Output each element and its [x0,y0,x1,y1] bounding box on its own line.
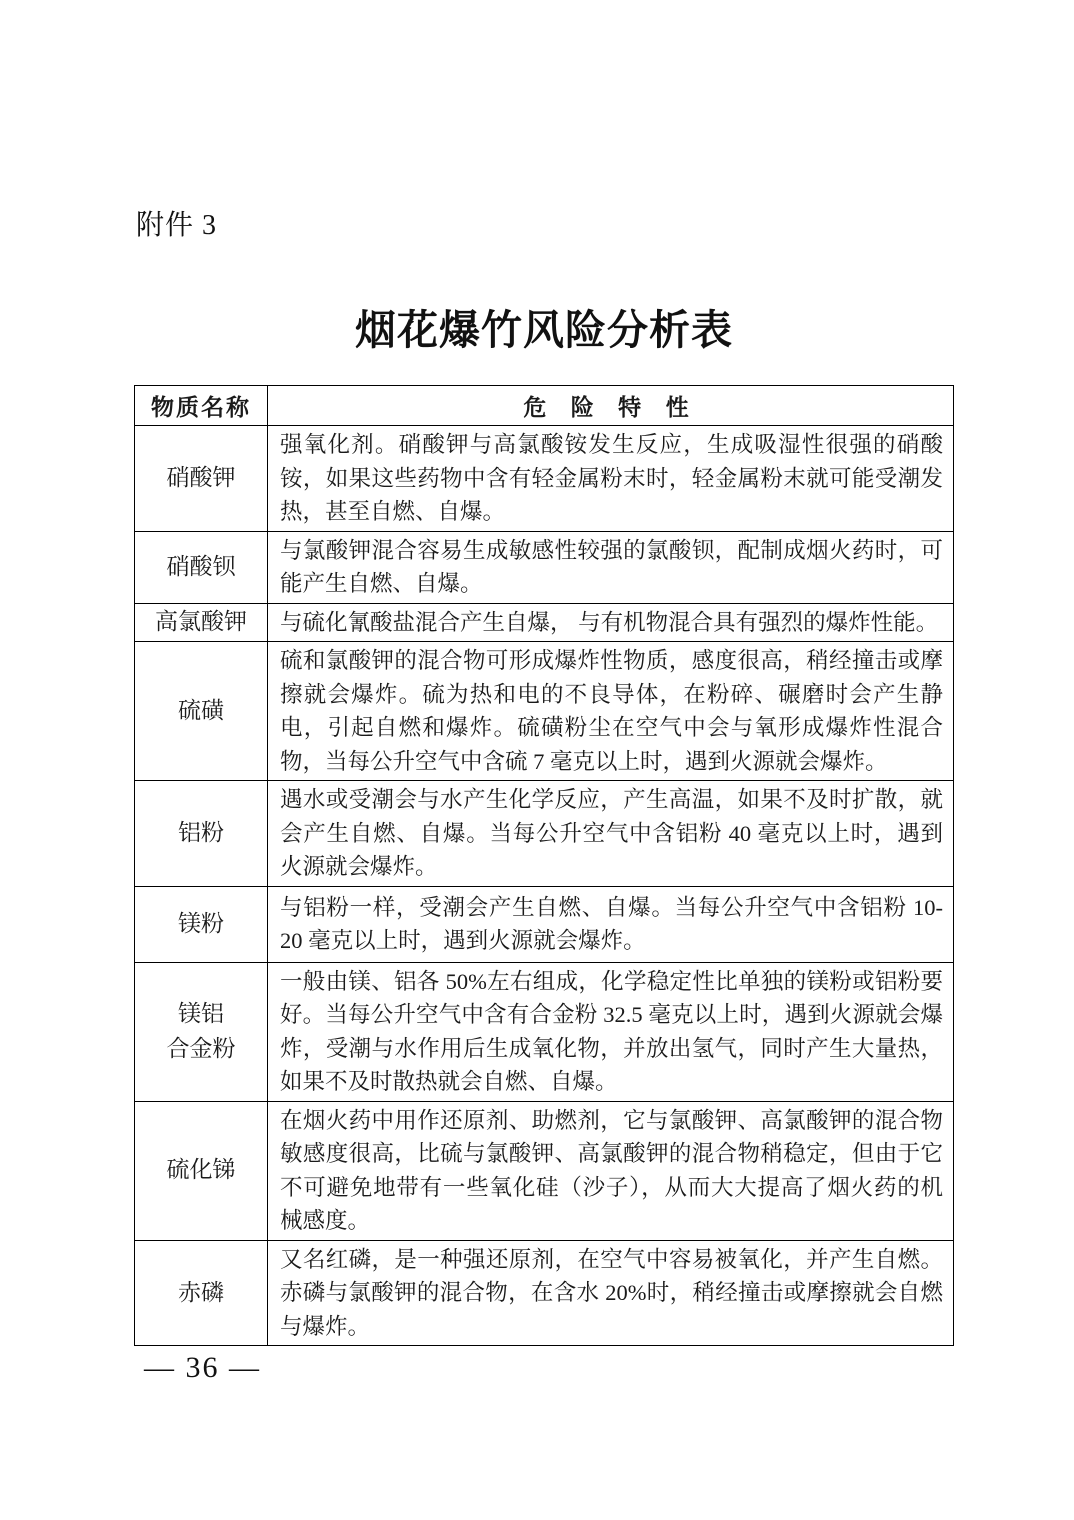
table-body [135,426,954,1346]
hazard-description-cell: 与铝粉一样，受潮会产生自燃、自爆。当每公升空气中含铝粉 10-20 毫克以上时，遇到火源就会爆炸。 [268,886,954,962]
hazard-description-cell: 与硫化氰酸盐混合产生自爆， 与有机物混合具有强烈的爆炸性能。 [268,603,954,642]
hazard-description-cell: 遇水或受潮会与水产生化学反应，产生高温，如果不及时扩散，就会产生自燃、自爆。当每公升空气中含铝粉 40 毫克以上时，遇到火源就会爆炸。 [268,781,954,887]
substance-name-cell: 硫化锑 [135,1101,268,1240]
substance-name-cell: 硝酸钡 [135,531,268,603]
risk-analysis-table [134,385,954,1346]
substance-name-cell: 镁粉 [135,886,268,962]
table-row [135,886,954,962]
substance-name-cell: 高氯酸钾 [135,603,268,642]
column-header-substance-name: 物质名称 [135,386,268,426]
hazard-description-cell: 在烟火药中用作还原剂、助燃剂，它与氯酸钾、高氯酸钾的混合物敏感度很高，比硫与氯酸钾、高氯酸钾的混合物稍稳定，但由于它不可避免地带有一些氧化硅（沙子），从而大大提高了烟火药的机械感度。 [268,1101,954,1240]
substance-name-cell: 铝粉 [135,781,268,887]
table-row [135,642,954,781]
substance-name-cell: 硝酸钾 [135,426,268,532]
table-row [135,426,954,532]
substance-name-cell: 镁铝 合金粉 [135,962,268,1101]
table-row [135,603,954,642]
hazard-description-cell: 硫和氯酸钾的混合物可形成爆炸性物质，感度很高，稍经撞击或摩擦就会爆炸。硫为热和电的不良导体，在粉碎、碾磨时会产生静电，引起自燃和爆炸。硫磺粉尘在空气中会与氧形成爆炸性混合物，当每公升空气中含硫 7 毫克以上时，遇到火源就会爆炸。 [268,642,954,781]
attachment-label: 附件 3 [136,210,218,241]
table-row [135,1101,954,1240]
page-title: 烟花爆竹风险分析表 [355,307,733,353]
table-header-row [135,386,954,426]
hazard-description-cell: 一般由镁、铝各 50%左右组成，化学稳定性比单独的镁粉或铝粉要好。当每公升空气中含有合金粉 32.5 毫克以上时，遇到火源就会爆炸，受潮与水作用后生成氧化物，并放出氢气，同时产生大量热，如果不及时散热就会自燃、自爆。 [268,962,954,1101]
substance-name-cell: 硫磺 [135,642,268,781]
substance-name-cell: 赤磷 [135,1240,268,1346]
hazard-description-cell: 与氯酸钾混合容易生成敏感性较强的氯酸钡，配制成烟火药时，可能产生自燃、自爆。 [268,531,954,603]
hazard-description-cell: 又名红磷，是一种强还原剂，在空气中容易被氧化，并产生自燃。赤磷与氯酸钾的混合物，在含水 20%时，稍经撞击或摩擦就会自燃与爆炸。 [268,1240,954,1346]
column-header-hazard-characteristics: 危 险 特 性 [268,386,954,426]
table-row [135,781,954,887]
page-number: — 36 — [144,1351,261,1384]
table-row [135,1240,954,1346]
table-header [135,386,954,426]
hazard-description-cell: 强氧化剂。硝酸钾与高氯酸铵发生反应，生成吸湿性很强的硝酸铵，如果这些药物中含有轻金属粉末时，轻金属粉末就可能受潮发热，甚至自燃、自爆。 [268,426,954,532]
table-row [135,962,954,1101]
table-row [135,531,954,603]
